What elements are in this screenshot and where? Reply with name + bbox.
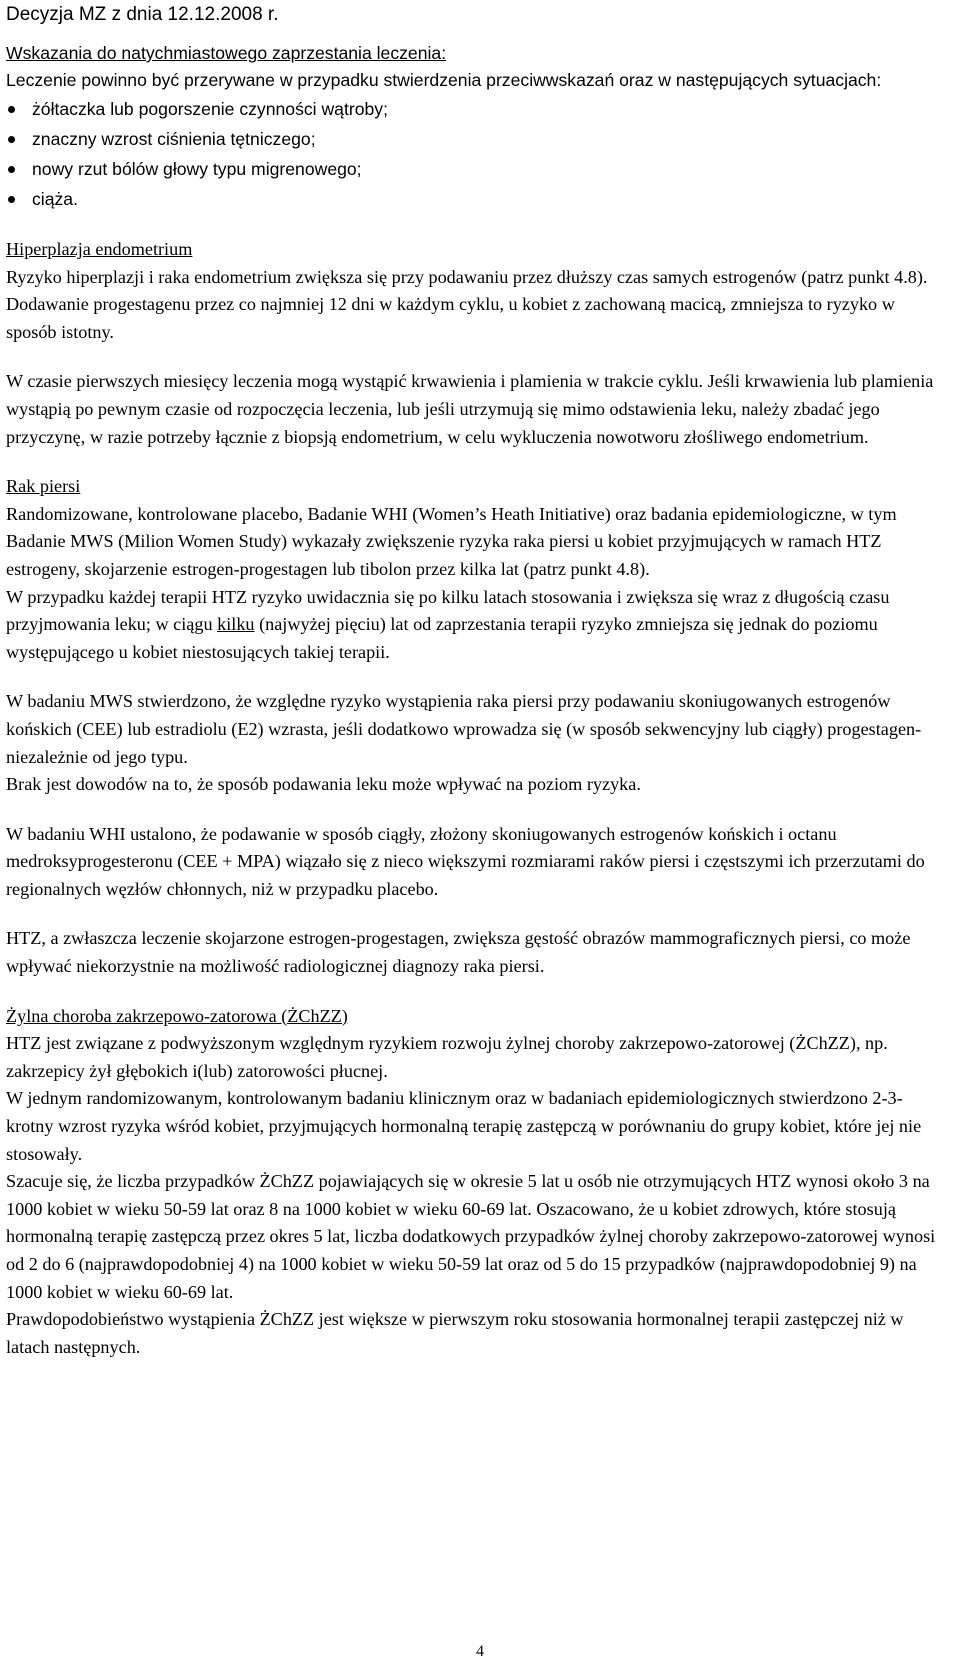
hyperplasia-section <box>6 236 946 451</box>
vte-paragraph: HTZ jest związane z podwyższonym względnym ryzykiem rozwoju żylnej choroby zakrzepowo-zatorowej (ŻChZZ), np. zakrzepicy żył głębokich i(lub) zatorowości płucnej. <box>6 1033 888 1081</box>
hyperplasia-paragraph: W czasie pierwszych miesięcy leczenia mogą wystąpić krwawienia i plamienia w trakcie cyklu. Jeśli krwawienia lub plamienia wystąpią po pewnym czasie od rozpoczęcia leczenia, lub jeśli utrzymują się mimo odstawienia leku, należy zbadać jego przyczynę, w razie potrzeby łącznie z biopsją endometrium, w celu wykluczenia nowotworu złośliwego endometrium. <box>6 371 934 447</box>
list-item <box>6 154 946 184</box>
hyperplasia-paragraph: Ryzyko hiperplazji i raka endometrium zwiększa się przy podawaniu przez dłuższy czas samych estrogenów (patrz punkt 4.8). Dodawanie progestagenu przez co najmniej 12 dni w każdym cyklu, u kobiet z zachowaną macicą, zmniejsza to ryzyko w sposób istotny. <box>6 266 928 342</box>
list-item <box>6 94 946 124</box>
document-page <box>6 0 946 1361</box>
list-item-text: nowy rzut bólów głowy typu migrenowego; <box>32 159 362 179</box>
vte-paragraph: Prawdopodobieństwo wystąpienia ŻChZZ jest większe w pierwszym roku stosowania hormonalnej terapii zastępczej niż w latach następnych. <box>6 1309 904 1357</box>
breast-cancer-heading: Rak piersi <box>6 476 81 497</box>
document-title: Decyzja MZ z dnia 12.12.2008 r. <box>6 4 279 25</box>
bullet-icon <box>8 106 15 113</box>
list-item-text: znaczny wzrost ciśnienia tętniczego; <box>32 129 316 149</box>
vte-paragraph: Szacuje się, że liczba przypadków ŻChZZ pojawiających się w okresie 5 lat u osób nie otrzymujących HTZ wynosi około 3 na 1000 kobiet w wieku 50-59 lat oraz 8 na 1000 kobiet w wieku 60-69 lat. Oszacowano, że u kobiet zdrowych, które stosują hormonalną terapię zastępczą przez okres 5 lat, liczba dodatkowych przypadków żylnej choroby zakrzepowo-zatorowej wynosi od 2 do 6 (najprawdopodobniej 4) na 1000 kobiet w wieku 50-59 lat oraz od 5 do 15 przypadków (najprawdopodobniej 9) na 1000 kobiet w wieku 60-69 lat. <box>6 1171 936 1302</box>
paragraph-text: W przypadku każdej terapii HTZ ryzyko uwidacznia się po kilku latach stosowania i zwiększa się wraz z długością czasu przyjmowania leku; w ciągu <box>6 586 890 635</box>
indications-intro: Leczenie powinno być przerywane w przypadku stwierdzenia przeciwwskazań oraz w następujących sytuacjach: <box>6 70 882 90</box>
indications-section <box>6 40 946 214</box>
vte-heading: Żylna choroba zakrzepowo-zatorowa (ŻChZZ) <box>6 1005 348 1026</box>
list-item <box>6 124 946 154</box>
indications-heading: Wskazania do natychmiastowego zaprzestania leczenia: <box>6 43 447 63</box>
list-item-text: ciąża. <box>32 189 78 209</box>
breast-cancer-section <box>6 473 946 981</box>
breast-cancer-paragraph: Brak jest dowodów na to, że sposób podawania leku może wpływać na poziom ryzyka. <box>6 774 641 795</box>
paragraph-text: (najwyżej pięciu) lat od zaprzestania terapii ryzyko zmniejsza się jednak do poziomu występującego u kobiet niestosujących takiej terapii. <box>6 614 878 662</box>
underlined-word: kilku <box>217 614 255 635</box>
list-item <box>6 184 946 214</box>
breast-cancer-paragraph <box>6 584 946 667</box>
bullet-icon <box>8 196 15 203</box>
breast-cancer-paragraph: HTZ, a zwłaszcza leczenie skojarzone estrogen-progestagen, zwiększa gęstość obrazów mammograficznych piersi, co może wpływać niekorzystnie na możliwość radiologicznej diagnozy raka piersi. <box>6 928 911 977</box>
vte-section <box>6 1003 946 1362</box>
hyperplasia-heading: Hiperplazja endometrium <box>6 239 193 259</box>
breast-cancer-paragraph: Randomizowane, kontrolowane placebo, Badanie WHI (Women’s Heath Initiative) oraz badania epidemiologiczne, w tym Badanie MWS (Milion Women Study) wykazały zwiększenie ryzyka raka piersi u kobiet przyjmujących w ramach HTZ estrogeny, skojarzenie estrogen-progestagen lub tibolon przez kilka lat (patrz punkt 4.8). <box>6 503 897 579</box>
vte-paragraph: W jednym randomizowanym, kontrolowanym badaniu klinicznym oraz w badaniach epidemiologicznych stwierdzono 2-3-krotny wzrost ryzyka wśród kobiet, przyjmujących hormonalną terapię zastępczą w porównaniu do grupy kobiet, które jej nie stosowały. <box>6 1088 922 1164</box>
breast-cancer-paragraph: W badaniu WHI ustalono, że podawanie w sposób ciągły, złożony skoniugowanych estrogenów końskich i octanu medroksyprogesteronu (CEE + MPA) wiązało się z nieco większymi rozmiarami raków piersi i częstszymi ich przerzutami do regionalnych węzłów chłonnych, niż w przypadku placebo. <box>6 823 925 899</box>
breast-cancer-paragraph: W badaniu MWS stwierdzono, że względne ryzyko wystąpienia raka piersi przy podawaniu skoniugowanych estrogenów końskich (CEE) lub estradiolu (E2) wzrasta, jeśli dodatkowo wprowadza się (w sposób sekwencyjny lub ciągły) progestagen- niezależnie od jego typu. <box>6 691 922 767</box>
bullet-icon <box>8 166 15 173</box>
list-item-text: żółtaczka lub pogorszenie czynności wątroby; <box>32 99 388 119</box>
bullet-icon <box>8 136 15 143</box>
page-number: 4 <box>476 1643 484 1660</box>
indications-list <box>6 94 946 214</box>
